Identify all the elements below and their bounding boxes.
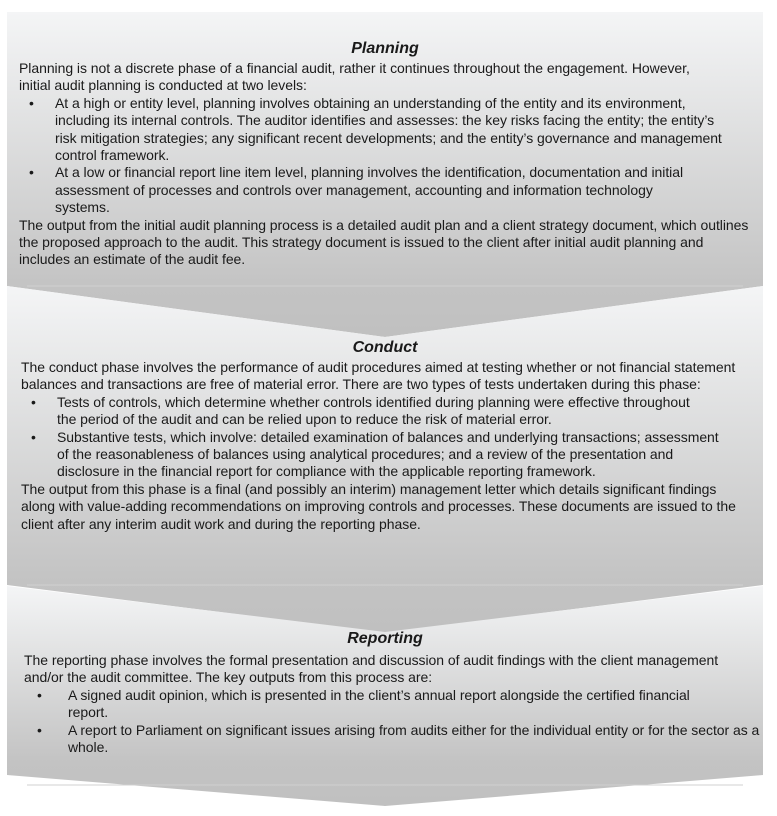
bullet-text: A report to Parliament on significant issues arising from audits either for the individual entity or for the sector as a whole. [68,721,760,756]
phase-outro: The output from the initial audit planning process is a detailed audit plan and a client strategy document, which outlines the proposed approach to the audit. This strategy document is issued to the client after initial audit planning and includes an estimate of the audit fee. [19,216,749,268]
phase-intro: Planning is not a discrete phase of a financial audit, rather it continues throughout the engagement. However, initial audit planning is conducted at two levels: [19,60,690,94]
list-item [21,429,725,481]
phase-bullet-list [19,95,751,217]
bullet-icon: • [31,393,36,410]
bullet-icon: • [31,428,36,445]
bullet-icon: • [37,686,42,703]
bullet-icon: • [37,721,42,738]
bullet-text: Substantive tests, which involve: detailed examination of balances and underlying transactions; assessment of the reasonableness of balances using analytical procedures; and a review of the presentation and disclosure in the financial report for compliance with the applicable reporting framework. [57,428,719,480]
bullet-text: At a low or financial report line item level, planning involves the identification, documentation and initial assessment of processes and controls over management, accounting and information technology systems. [55,164,684,216]
reporting-phase-chevron [7,586,763,808]
list-item [21,394,697,429]
bullet-text: Tests of controls, which determine whether controls identified during planning were effective throughout the period of the audit and can be relied upon to reduce the risk of material error. [57,393,690,428]
phase-title: Conduct [352,339,418,356]
phase-bullet-list [24,686,760,757]
list-item [19,95,735,165]
bullet-text: A signed audit opinion, which is presented in the client’s annual report alongside the certified financial report. [68,686,690,721]
bullet-icon: • [29,164,34,181]
bullet-text: At a high or entity level, planning involves obtaining an understanding of the entity and its environment, including its internal controls. The auditor identifies and assesses: the key risks facing the entity; the entity’s risk mitigation strategies; any significant recent developments; and the entity’s governance and management control framework. [55,94,722,164]
phase-outro: The output from this phase is a final (and possibly an interim) management letter which details significant findings along with value-adding recommendations on improving controls and processes. These documents are issued to the client after any interim audit work and during the reporting phase. [21,480,736,532]
conduct-phase-chevron [7,286,763,634]
phase-intro: The reporting phase involves the formal presentation and discussion of audit findings with the client management and/or the audit committee. The key outputs from this process are: [24,652,719,686]
list-item [19,164,695,216]
phase-intro: The conduct phase involves the performance of audit procedures aimed at testing whether or not financial statement balances and transactions are free of material error. There are two types of tests undertaken during this phase: [21,359,736,393]
phase-title: Reporting [347,630,423,647]
bullet-icon: • [29,94,34,111]
phase-bullet-list [21,394,751,481]
list-item [24,687,728,722]
phase-title: Planning [351,40,419,57]
list-item [24,722,760,757]
